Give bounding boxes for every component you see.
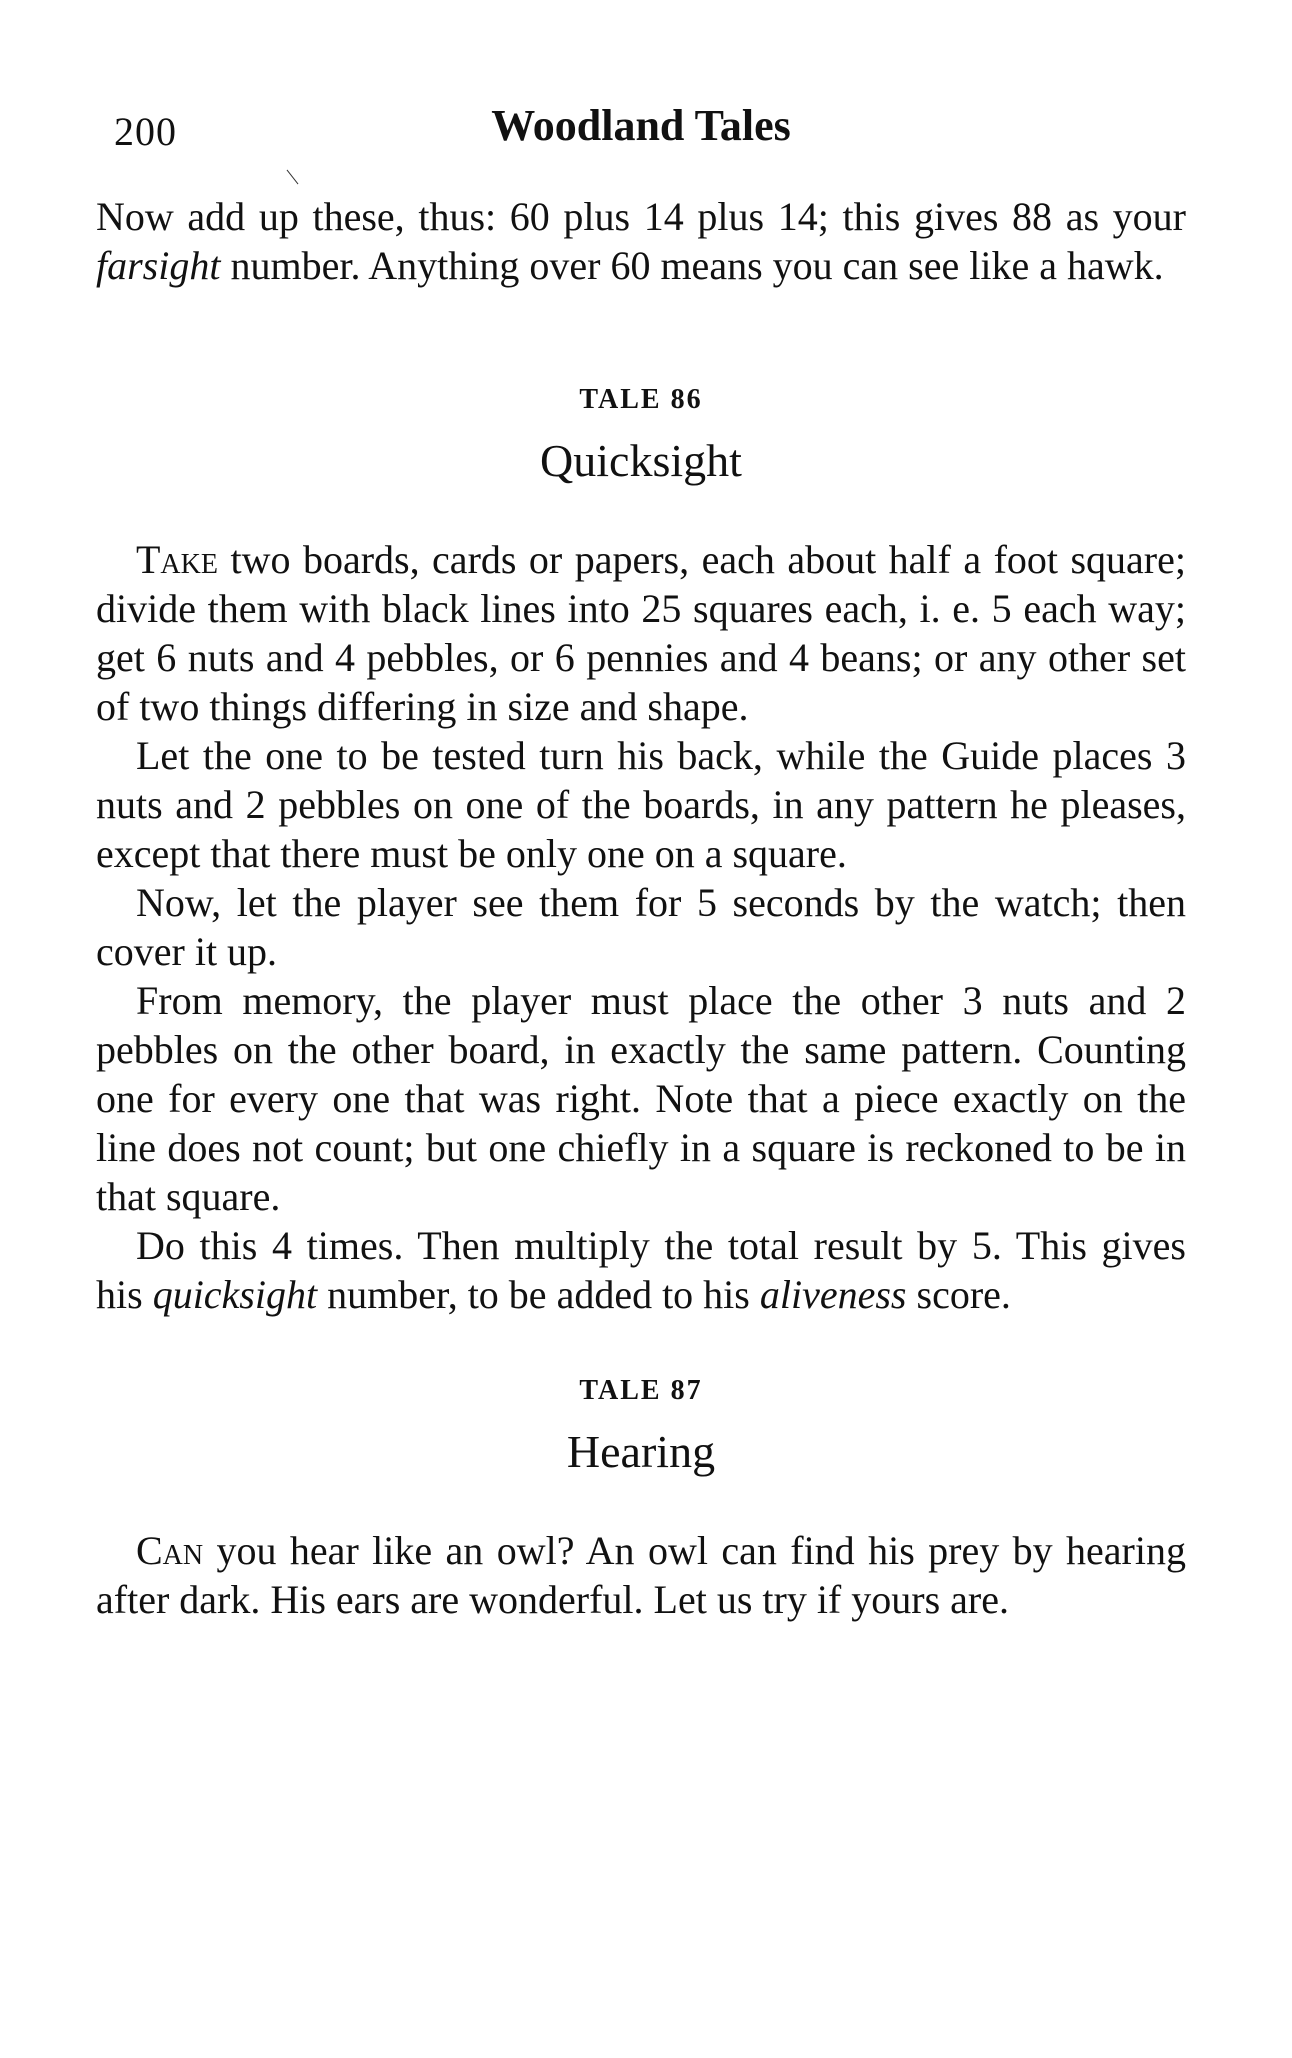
intro-paragraph: [96, 192, 1186, 290]
tale-86-p5-italic-1: quicksight: [152, 1272, 318, 1317]
intro-italic: farsight: [96, 243, 221, 288]
intro-text-2: number. Anything over 60 means you can see like a hawk.: [220, 243, 1164, 288]
tale-86-p5-text-1: Do this 4 times. Then multiply the total result by 5. This gives his: [96, 1223, 1186, 1317]
tale-87-label: TALE 87: [579, 1375, 703, 1406]
tale-86-paragraph-2: Let the one to be tested turn his back, while the Guide places 3 nuts and 2 pebbles on one of the boards, in any pattern he pleases, except that there must be only one on a square.: [96, 733, 1186, 876]
tale-86-p5-italic-2: aliveness: [759, 1272, 907, 1317]
page-number: 200: [114, 109, 177, 154]
tale-86-paragraph-1: [96, 535, 1186, 731]
tale-86-p5-text-2: number, to be added to his: [317, 1272, 760, 1317]
tale-86-p5-text-3: score.: [906, 1272, 1011, 1317]
book-title: Woodland Tales: [491, 101, 791, 150]
tale-86-paragraph-4: From memory, the player must place the other 3 nuts and 2 pebbles on the other board, in exactly the same pattern. Counting one for every one that was right. Note that a piece exactly on the line does not count; but one chiefly in a square is reckoned to be in that square.: [96, 978, 1186, 1219]
tale-87-paragraph-1: [96, 1526, 1186, 1624]
intro-text-1: Now add up these, thus: 60 plus 14 plus 14; this gives 88 as your: [96, 194, 1186, 239]
book-page: [96, 100, 1186, 1624]
tale-86-paragraph-1-text: two boards, cards or papers, each about half a foot square; divide them with black lines into 25 squares each, i. e. 5 each way; get 6 nuts and 4 pebbles, or 6 pennies and 4 beans; or any other set of two things differing in size and shape.: [96, 537, 1186, 729]
tale-86-lead-word: Take: [136, 537, 218, 582]
tale-86-paragraph-3: Now, let the player see them for 5 seconds by the watch; then cover it up.: [96, 880, 1186, 974]
tale-86-label: TALE 86: [579, 384, 703, 415]
tale-87-title: Hearing: [566, 1426, 716, 1477]
tale-87-paragraph-1-text: you hear like an owl? An owl can find his prey by hearing after dark. His ears are wonderful. Let us try if yours are.: [96, 1528, 1186, 1622]
tale-86-title: Quicksight: [540, 435, 742, 486]
tale-86-paragraph-5: [96, 1221, 1186, 1319]
running-head: [96, 100, 1186, 160]
tale-87-lead-word: Can: [136, 1528, 204, 1573]
